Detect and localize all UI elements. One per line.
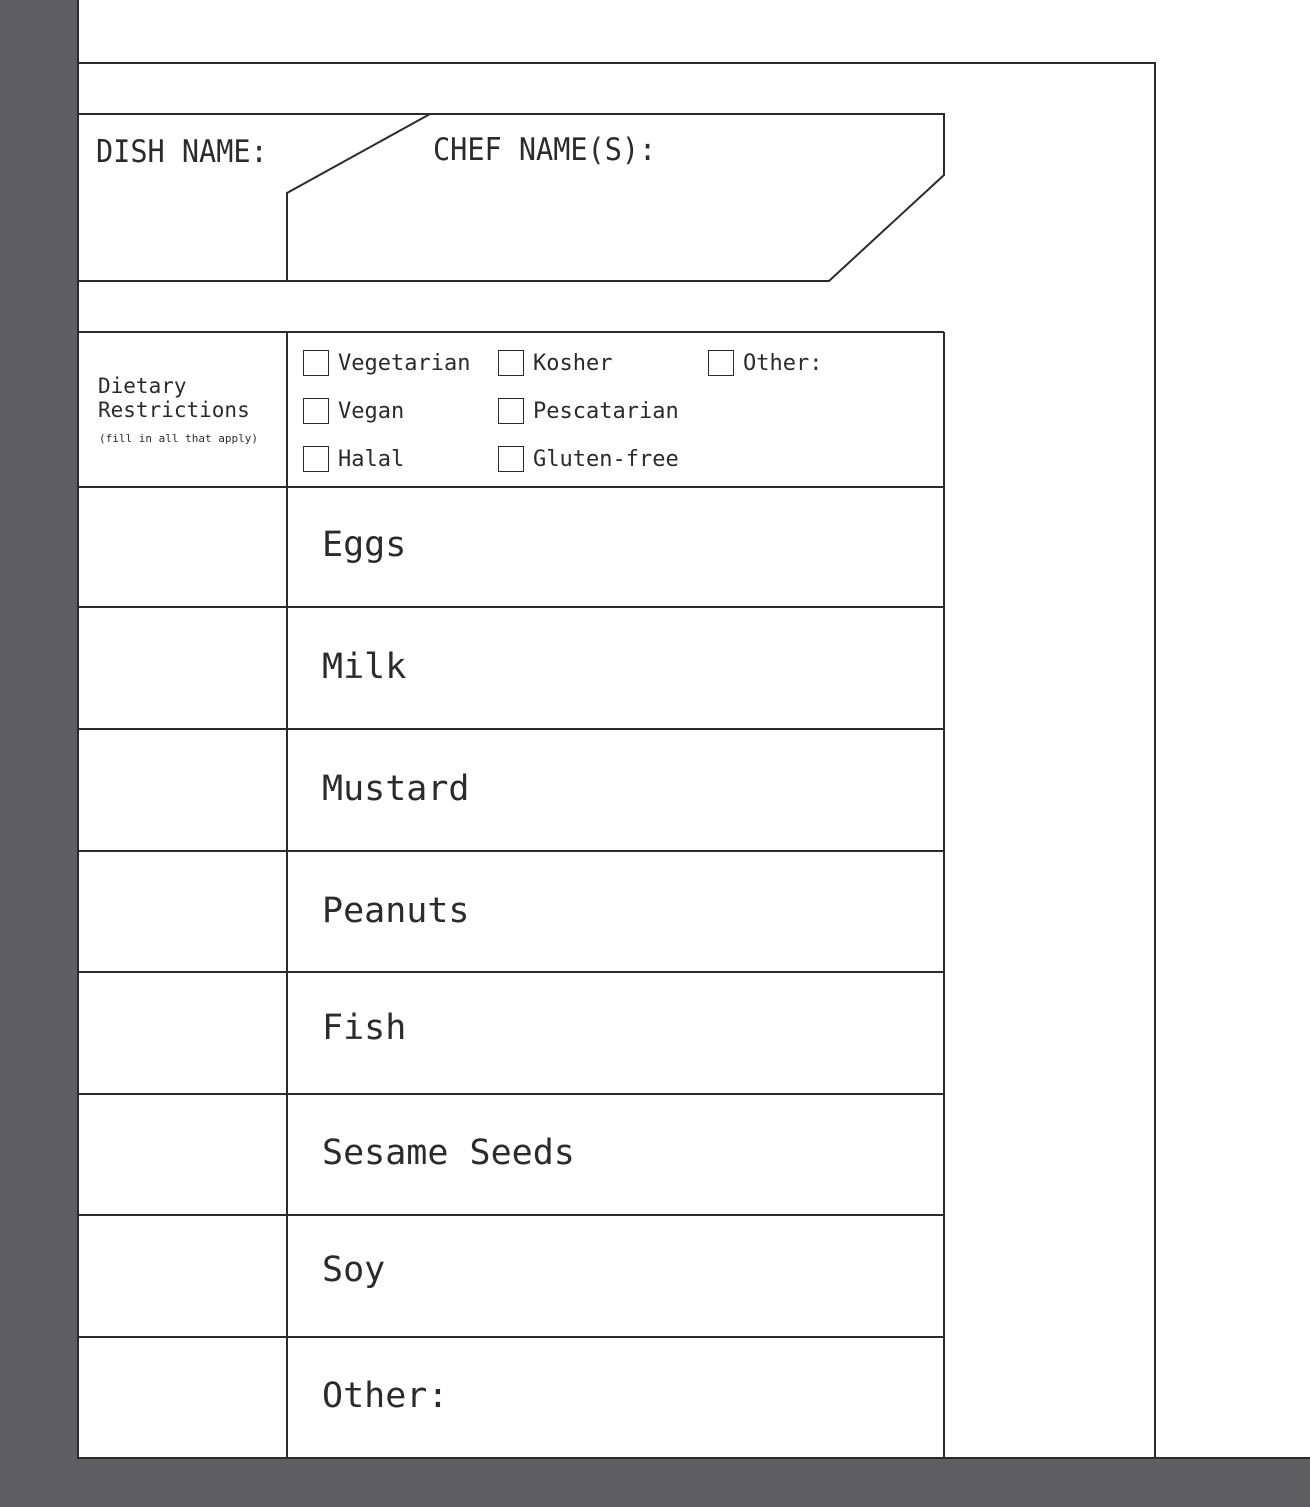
- checkbox-vegan[interactable]: [303, 398, 404, 424]
- checkbox-pescatarian[interactable]: [498, 398, 679, 424]
- checkbox-box[interactable]: [303, 350, 329, 376]
- dietary-restrictions-title: [98, 374, 250, 422]
- checkbox-label: Vegetarian: [338, 350, 471, 376]
- allergen-soy: Soy: [322, 1250, 386, 1290]
- checkbox-other[interactable]: [708, 350, 822, 376]
- checkbox-box[interactable]: [498, 350, 524, 376]
- checkbox-label: Gluten-free: [533, 446, 679, 472]
- checkbox-halal[interactable]: [303, 446, 404, 472]
- chef-name-label: CHEF NAME(S):: [433, 132, 657, 168]
- checkbox-label: Kosher: [533, 350, 613, 376]
- checkbox-box[interactable]: [498, 446, 524, 472]
- dietary-title-line2: Restrictions: [98, 398, 250, 422]
- allergen-fish: Fish: [322, 1008, 407, 1048]
- checkbox-label: Halal: [338, 446, 405, 472]
- checkbox-gluten-free[interactable]: [498, 446, 679, 472]
- allergen-peanuts: Peanuts: [322, 891, 470, 931]
- checkbox-box[interactable]: [708, 350, 734, 376]
- dish-name-label: DISH NAME:: [96, 134, 268, 170]
- dietary-note: (fill in all that apply): [99, 432, 258, 445]
- checkbox-box[interactable]: [303, 446, 329, 472]
- checkbox-box[interactable]: [498, 398, 524, 424]
- allergen-other: Other:: [322, 1376, 449, 1416]
- checkbox-kosher[interactable]: [498, 350, 612, 376]
- dietary-title-line1: Dietary: [98, 374, 187, 398]
- allergen-eggs: Eggs: [322, 525, 407, 565]
- checkbox-box[interactable]: [303, 398, 329, 424]
- checkbox-label: Vegan: [338, 398, 405, 424]
- allergen-sesame-seeds: Sesame Seeds: [322, 1133, 575, 1173]
- checkbox-label: Other:: [743, 350, 823, 376]
- checkbox-label: Pescatarian: [533, 398, 679, 424]
- allergen-milk: Milk: [322, 647, 407, 687]
- checkbox-vegetarian[interactable]: [303, 350, 470, 376]
- allergen-mustard: Mustard: [322, 769, 470, 809]
